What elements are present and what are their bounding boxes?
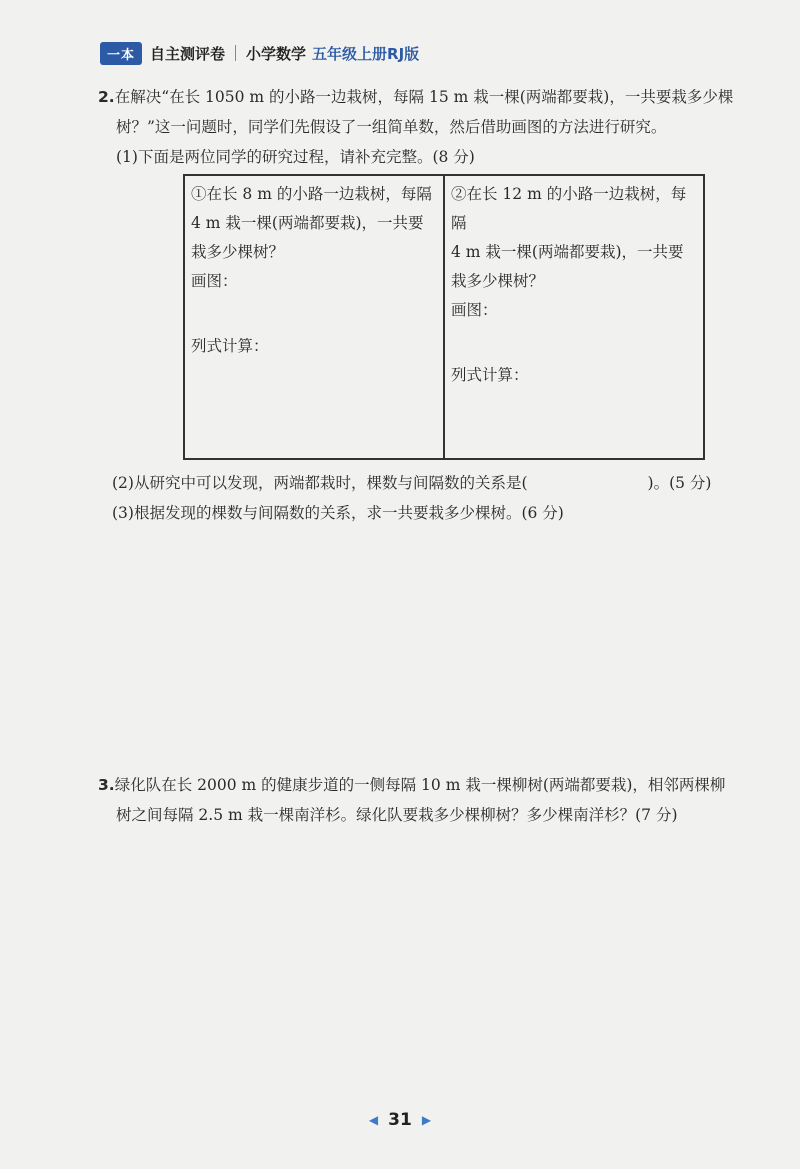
- left-question-line-1: ①在长 8 m 的小路一边栽树，每隔: [191, 185, 432, 203]
- question-2-part-3: (3)根据发现的棵数与间隔数的关系，求一共要栽多少棵树。(6 分): [112, 504, 564, 522]
- research-cell-left: [184, 175, 444, 459]
- subject-title: 小学数学: [246, 44, 307, 63]
- page-number: [0, 1110, 800, 1130]
- question-3-number: 3.: [98, 776, 115, 794]
- left-question-line-3: 栽多少棵树？: [191, 243, 285, 261]
- left-draw-label: 画图：: [191, 272, 238, 290]
- grade-edition: 五年级上册RJ版: [312, 44, 420, 63]
- right-draw-label: 画图：: [451, 301, 498, 319]
- series-title: 自主测评卷: [150, 44, 226, 63]
- question-2-number: 2.: [98, 88, 115, 106]
- publisher-logo: 一本: [100, 42, 142, 65]
- question-2-line-1: [98, 82, 733, 112]
- left-question-line-2: 4 m 栽一棵(两端都要栽)，一共要: [191, 214, 424, 232]
- question-2-part-2: [112, 468, 711, 498]
- page-header: [100, 40, 419, 66]
- research-cell-right: [444, 175, 704, 459]
- question-3-text-1: 绿化队在长 2000 m 的健康步道的一侧每隔 10 m 栽一棵柳树(两端都要栽)，相邻两棵柳: [114, 776, 726, 794]
- left-calc-label: 列式计算：: [191, 337, 269, 355]
- question-3-line-1: [98, 770, 725, 800]
- triangle-left-icon: ◀: [368, 1113, 379, 1127]
- research-table: [183, 174, 705, 460]
- question-2-part-1: (1)下面是两位同学的研究过程，请补充完整。(8 分): [116, 148, 475, 166]
- question-2-text-2: 树？”这一问题时，同学们先假设了一组简单数，然后借助画图的方法进行研究。: [116, 118, 667, 136]
- right-question-line-3: 栽多少棵树？: [451, 272, 545, 290]
- right-calc-label: 列式计算：: [451, 366, 529, 384]
- page-number-text: 31: [388, 1110, 412, 1130]
- question-2-text-1: 在解决“在长 1050 m 的小路一边栽树，每隔 15 m 栽一棵(两端都要栽)，一共要栽多少棵: [114, 88, 734, 106]
- question-3-text-2: 树之间每隔 2.5 m 栽一棵南洋杉。绿化队要栽多少棵柳树？多少棵南洋杉？(7 分): [116, 806, 678, 824]
- triangle-right-icon: ▶: [421, 1113, 432, 1127]
- right-question-line-2: 4 m 栽一棵(两端都要栽)，一共要: [451, 243, 684, 261]
- part-2-points: )。(5 分): [647, 474, 712, 492]
- header-divider: [235, 45, 236, 61]
- part-2-text: (2)从研究中可以发现，两端都栽时，棵数与间隔数的关系是(: [112, 474, 528, 492]
- right-question-line-1: ②在长 12 m 的小路一边栽树，每隔: [451, 185, 687, 232]
